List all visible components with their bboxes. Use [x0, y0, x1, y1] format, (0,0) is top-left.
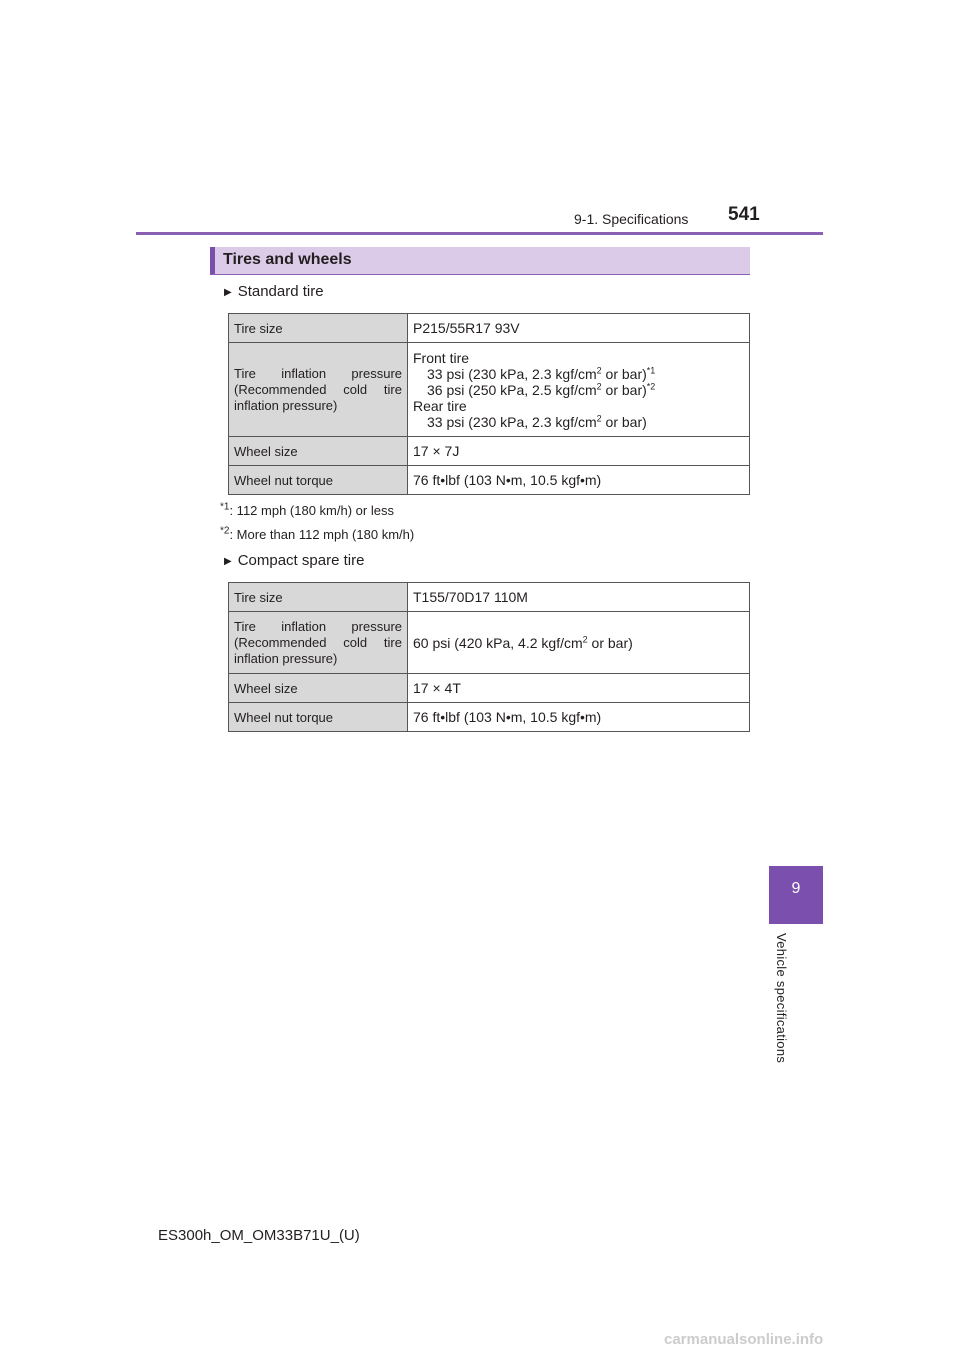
- rear-tire-label: Rear tire: [413, 397, 467, 414]
- row-label: Tire inflation pressure (Recommended cold tire inflation pressure): [229, 612, 408, 674]
- table-row: [229, 314, 750, 343]
- footnote-mark: *2: [646, 380, 656, 391]
- row-label: Tire size: [229, 314, 408, 343]
- pressure-suffix: or bar): [601, 413, 647, 430]
- exponent: 2: [582, 633, 588, 644]
- chapter-number: 9: [791, 880, 801, 897]
- pressure-suffix: or bar): [601, 381, 647, 398]
- spare-tire-table: [228, 582, 750, 732]
- spare-tire-heading-text: Compact spare tire: [237, 552, 365, 569]
- row-label: Tire inflation pressure (Recommended cold tire inflation pressure): [229, 343, 408, 437]
- footnote-mark: *1: [220, 501, 230, 513]
- standard-tire-heading-text: Standard tire: [237, 283, 324, 300]
- chapter-tab[interactable]: [769, 866, 823, 924]
- spare-tire-heading: [224, 552, 364, 569]
- row-value: T155/70D17 110M: [408, 583, 750, 612]
- pressure-suffix: or bar): [601, 365, 647, 382]
- standard-tire-heading: [224, 283, 324, 300]
- footnote-text: : 112 mph (180 km/h) or less: [229, 503, 394, 518]
- chapter-label: Vehicle specifications: [774, 933, 789, 1064]
- exponent: 2: [596, 380, 602, 391]
- pressure-text: 33 psi (230 kPa, 2.3 kgf/cm: [427, 413, 597, 430]
- tire-pressure-value: [408, 343, 750, 437]
- section-title-bar: [210, 247, 750, 275]
- front-pressure-line-2: [413, 382, 744, 398]
- header-rule: [136, 232, 823, 235]
- row-label: Tire size: [229, 583, 408, 612]
- page-number: 541: [728, 204, 760, 225]
- exponent: 2: [596, 364, 602, 375]
- table-row: [229, 674, 750, 703]
- pressure-text: 60 psi (420 kPa, 4.2 kgf/cm: [413, 634, 583, 651]
- footnote-mark: *2: [220, 525, 230, 537]
- table-row: [229, 466, 750, 495]
- table-row: [229, 703, 750, 732]
- row-label: Wheel size: [229, 674, 408, 703]
- front-tire-label: Front tire: [413, 349, 470, 366]
- row-label: Wheel nut torque: [229, 466, 408, 495]
- section-title: Tires and wheels: [223, 251, 352, 268]
- title-accent: [210, 247, 215, 274]
- table-row: [229, 437, 750, 466]
- footnote-text: : More than 112 mph (180 km/h): [229, 527, 415, 542]
- table-row: [229, 583, 750, 612]
- row-value: 17 × 4T: [408, 674, 750, 703]
- rear-pressure-line: [413, 414, 744, 430]
- triangle-bullet-icon: ▶: [224, 556, 232, 567]
- pressure-suffix: or bar): [587, 634, 633, 651]
- footnote-mark: *1: [646, 364, 656, 375]
- table-row: [229, 612, 750, 674]
- table-row: [229, 343, 750, 437]
- footnote-1: [220, 503, 394, 518]
- standard-tire-table: [228, 313, 750, 495]
- spare-pressure-value: [408, 612, 750, 674]
- row-label: Wheel nut torque: [229, 703, 408, 732]
- row-value: P215/55R17 93V: [408, 314, 750, 343]
- row-label: Wheel size: [229, 437, 408, 466]
- row-value: 76 ft•lbf (103 N•m, 10.5 kgf•m): [408, 466, 750, 495]
- pressure-text: 33 psi (230 kPa, 2.3 kgf/cm: [427, 365, 597, 382]
- document-code: ES300h_OM_OM33B71U_(U): [158, 1227, 360, 1244]
- header-section-title: 9-1. Specifications: [574, 211, 689, 227]
- front-pressure-line-1: [413, 366, 744, 382]
- pressure-text: 36 psi (250 kPa, 2.5 kgf/cm: [427, 381, 597, 398]
- watermark: carmanualsonline.info: [664, 1331, 824, 1348]
- row-value: 17 × 7J: [408, 437, 750, 466]
- row-value: 76 ft•lbf (103 N•m, 10.5 kgf•m): [408, 703, 750, 732]
- exponent: 2: [596, 412, 602, 423]
- footnote-2: [220, 527, 414, 542]
- triangle-bullet-icon: ▶: [224, 287, 232, 298]
